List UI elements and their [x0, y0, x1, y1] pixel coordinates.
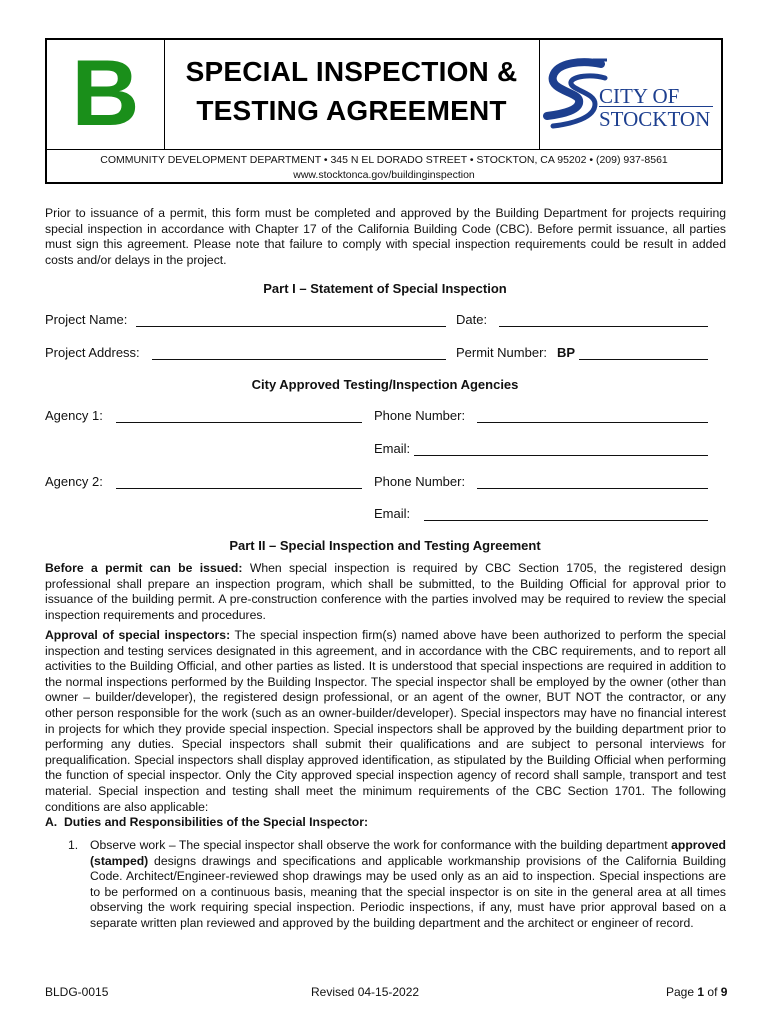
- project-address-label: Project Address:: [45, 345, 140, 360]
- form-letter: B: [71, 40, 140, 145]
- logo-city-of: CITY OF: [599, 84, 680, 108]
- agency1-email-label: Email:: [374, 441, 411, 456]
- part2-heading: Part II – Special Inspection and Testing Agreement: [229, 538, 541, 553]
- permit-paragraph-text: When special inspection is required by CBC Section 1705, the registered design professional shall prepare an inspection program, which shall be submitted, to the Building Official for approval prior to issuance of the building permit. A pre-construction conference with the parties involved may be required to review the special inspection requirements and procedures.: [45, 561, 727, 622]
- form-code: BLDG-0015: [45, 985, 109, 999]
- form-letter-cell: [47, 40, 165, 149]
- approval-paragraph: [45, 628, 726, 815]
- city-logo: [539, 40, 721, 149]
- permit-number-label: Permit Number:: [456, 345, 548, 360]
- item1-text-bold: approved (stamped): [90, 838, 726, 868]
- agency2-email-field[interactable]: [424, 520, 708, 521]
- agency2-phone-label: Phone Number:: [374, 474, 466, 489]
- title-cell: [164, 40, 540, 149]
- agency1-phone-label: Phone Number:: [374, 408, 466, 423]
- approval-paragraph-text: The special inspection firm(s) named above have been authorized to perform the special inspection and testing services designated in this agreement, and in accordance with the CBC requirements, and to report all activities to the Building Official, and other parties as listed. It is understood that special inspections are required in addition to the normal inspections performed by the Building Inspector. The special inspector shall be employed by the owner (other than owner – builder/developer), the registered design professional, or an agent of the owner, BUT NOT the contractor, or any other person responsible for the work (such as an owner-builder/developer). Special inspectors may have no financial interest in projects for which they provide special inspection. Special inspectors shall be approved by the building department prior to performing any duties. Special inspectors shall submit their qualifications and are subject to personal interviews for prequalification. Special inspectors shall display approved identification, as stipulated by the Building Official when performing the function of special inspector. Only the City approved special inspection agency of record shall sample, transport and test material. Special inspection and testing shall meet the minimum requirements of the CBC Section 1701. The following conditions are also applicable:: [45, 628, 726, 814]
- page-number: 1: [697, 985, 705, 999]
- agency2-phone-field[interactable]: [477, 488, 708, 489]
- approval-paragraph-lead: Approval of special inspectors:: [45, 628, 231, 642]
- project-name-field[interactable]: [136, 326, 446, 327]
- page-of: of: [707, 985, 718, 999]
- logo-stockton: STOCKTON: [599, 107, 711, 131]
- agency2-label: Agency 2:: [45, 474, 103, 489]
- date-field[interactable]: [499, 326, 708, 327]
- permit-prefix: BP: [557, 345, 576, 360]
- section-a-heading: A. Duties and Responsibilities of the Special Inspector:: [45, 815, 369, 829]
- permit-number-field[interactable]: [579, 359, 708, 360]
- project-name-label: Project Name:: [45, 312, 128, 327]
- item1-text-pre: Observe work – The special inspector shall observe the work for conformance with the building department: [90, 838, 672, 852]
- logo-rule: [599, 106, 713, 107]
- item1-text: [90, 838, 726, 932]
- title-line-1: SPECIAL INSPECTION &: [185, 56, 518, 87]
- agency1-label: Agency 1:: [45, 408, 103, 423]
- agency1-field[interactable]: [116, 422, 362, 423]
- project-address-field[interactable]: [152, 359, 446, 360]
- permit-paragraph: [45, 561, 726, 623]
- date-label: Date:: [456, 312, 488, 327]
- page-label: Page: [666, 985, 695, 999]
- page-indicator: [666, 985, 727, 999]
- agency1-phone-field[interactable]: [477, 422, 708, 423]
- item1-text-post: designs drawings and specifications and applicable workmanship provisions of the California Building Code. Architect/Engineer-reviewed shop drawings may be used only as an aid to inspection. Special inspections are to be performed on a continuous basis, meaning that the special inspector is on site in the general area at all times observing the work requiring special inspection. Periodic inspections, if any, must have prior approval based on a separate written plan reviewed and approved by the building department and the architect or engineer of record.: [90, 853, 726, 930]
- agencies-heading: City Approved Testing/Inspection Agencies: [251, 377, 519, 392]
- title-line-2: TESTING AGREEMENT: [196, 95, 507, 126]
- website-line: www.stocktonca.gov/buildinginspection: [293, 169, 475, 181]
- permit-paragraph-lead: Before a permit can be issued:: [45, 561, 243, 575]
- part1-heading: Part I – Statement of Special Inspection: [263, 281, 507, 296]
- agency2-field[interactable]: [116, 488, 362, 489]
- agency1-email-field[interactable]: [414, 455, 708, 456]
- header-box: [45, 38, 723, 184]
- revised-date: Revised 04-15-2022: [311, 985, 420, 999]
- intro-paragraph: Prior to issuance of a permit, this form must be completed and approved by the Building Department for projects requiring special inspection in accordance with Chapter 17 of the California Building Code (CBC). Before permit issuance, all parties must sign this agreement. Please note that failure to comply with special inspection requirements could be result in added costs and/or delays in the project.: [45, 206, 726, 267]
- agency2-email-label: Email:: [374, 506, 411, 521]
- item1-number: 1.: [68, 838, 79, 852]
- contact-line: COMMUNITY DEVELOPMENT DEPARTMENT • 345 N EL DORADO STREET • STOCKTON, CA 95202 • (209) 937-8561: [100, 154, 668, 166]
- header-row: [47, 40, 721, 150]
- page-total: 9: [720, 985, 728, 999]
